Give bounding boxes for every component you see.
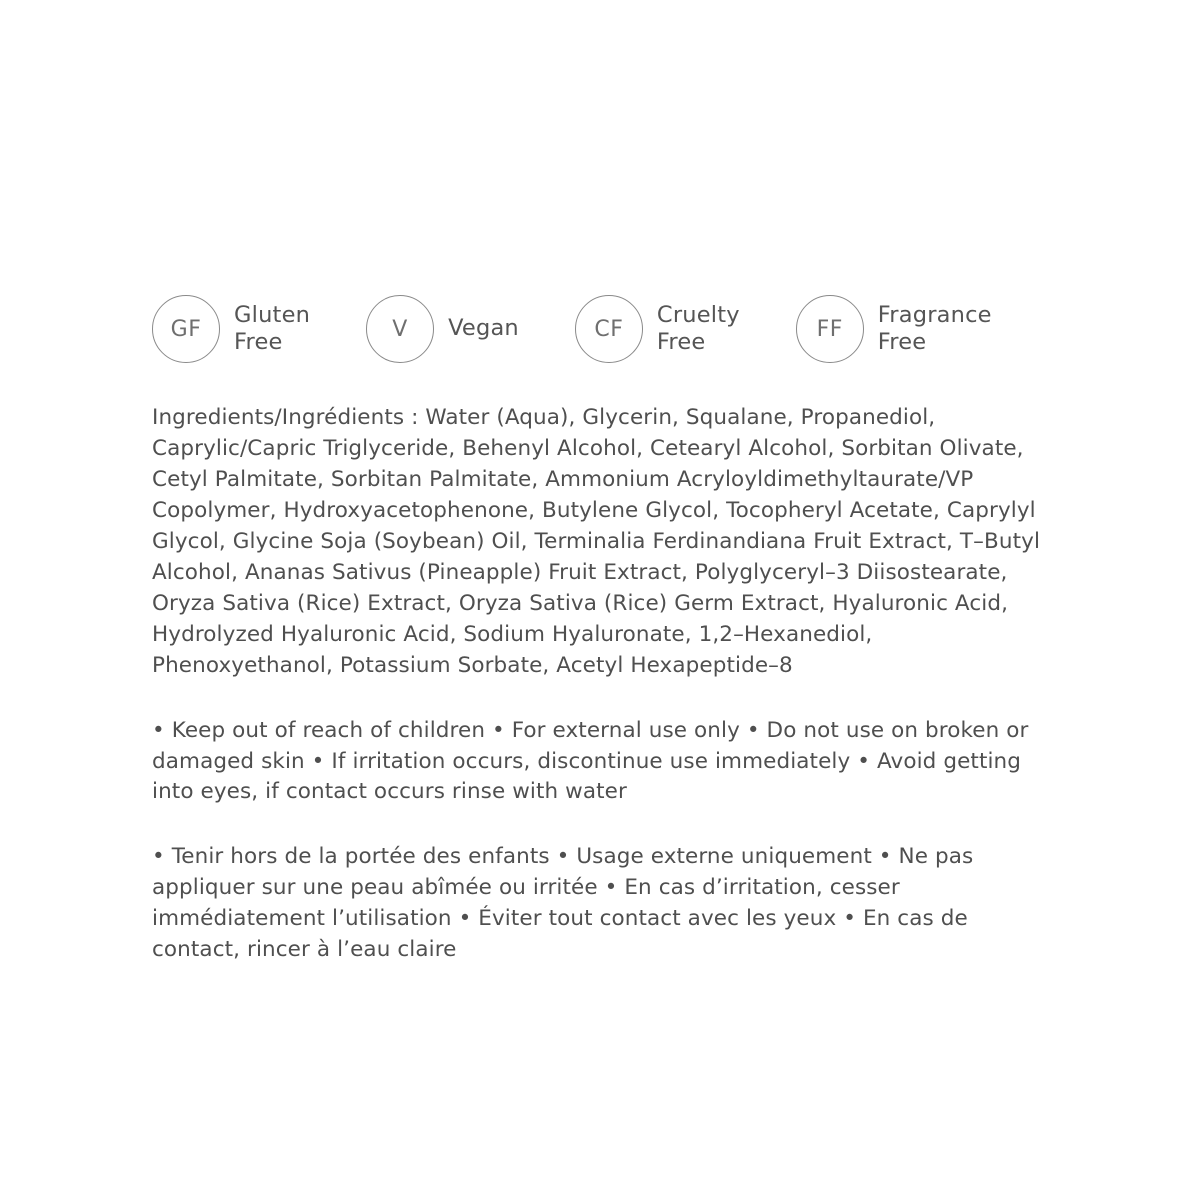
vegan-badge-icon [366,295,434,363]
fragrance-free-badge-icon [796,295,864,363]
ingredients-text: Ingredients/Ingrédients : Water (Aqua), Glycerin, Squalane, Propanediol, Caprylic/Capric Triglyceride, Behenyl Alcohol, Cetearyl Alcohol, Sorbitan Olivate, Cetyl Palmitate, Sorbitan Palmitate, Ammonium Acryloyldimethyltaurate/VP Copolymer, Hydroxyacetophenone, Butylene Glycol, Tocopheryl Acetate, Caprylyl Glycol, Glycine Soja (Soybean) Oil, Terminalia Ferdinandiana Fruit Extract, T–Butyl Alcohol, Ananas Sativus (Pineapple) Fruit Extract, Polyglyceryl–3 Diisostearate, Oryza Sativa (Rice) Extract, Oryza Sativa (Rice) Germ Extract, Hyaluronic Acid, Hydrolyzed Hyaluronic Acid, Sodium Hyaluronate, 1,2–Hexanediol, Phenoxyethanol, Potassium Sorbate, Acetyl Hexapeptide–8 [152,405,1041,678]
warnings-french-text: • Tenir hors de la portée des enfants • Usage externe uniquement • Ne pas appliquer sur une peau abîmée ou irritée • En cas d’irritation, cesser immédiatement l’utilisation • Éviter tout contact avec les yeux • En cas de contact, rincer à l’eau claire [152,844,974,963]
badge-label-line2-fragrance-free: Free [877,329,927,355]
badge-label-cruelty-free [657,302,740,357]
badge-cruelty-free [575,295,740,363]
badge-abbr-cruelty-free: CF [594,316,624,342]
gluten-free-badge-icon [152,295,220,363]
badge-label-line1-gluten-free: Gluten [234,301,311,328]
certification-badge-row [152,295,1052,363]
badge-label-fragrance-free [878,302,992,357]
badge-label-vegan [448,315,519,342]
badge-label-line1-fragrance-free: Fragrance [877,301,992,328]
badge-label-gluten-free [234,302,310,357]
cruelty-free-badge-icon [575,295,643,363]
badge-abbr-vegan: V [392,316,408,342]
badge-vegan [366,295,519,363]
badge-gluten-free [152,295,310,363]
badge-label-line2-cruelty-free: Free [656,329,706,355]
badge-fragrance-free [796,295,992,363]
badge-label-line2-gluten-free: Free [234,329,283,355]
badge-abbr-fragrance-free: FF [816,316,843,342]
badge-label-line1-cruelty-free: Cruelty [656,301,740,328]
badge-label-line1-vegan: Vegan [448,315,519,342]
warnings-english-text: • Keep out of reach of children • For external use only • Do not use on broken or damaged skin • If irritation occurs, discontinue use immediately • Avoid getting into eyes, if contact occurs rinse with water [152,717,1029,805]
badge-abbr-gluten-free: GF [170,316,202,342]
label-content [152,295,1052,966]
